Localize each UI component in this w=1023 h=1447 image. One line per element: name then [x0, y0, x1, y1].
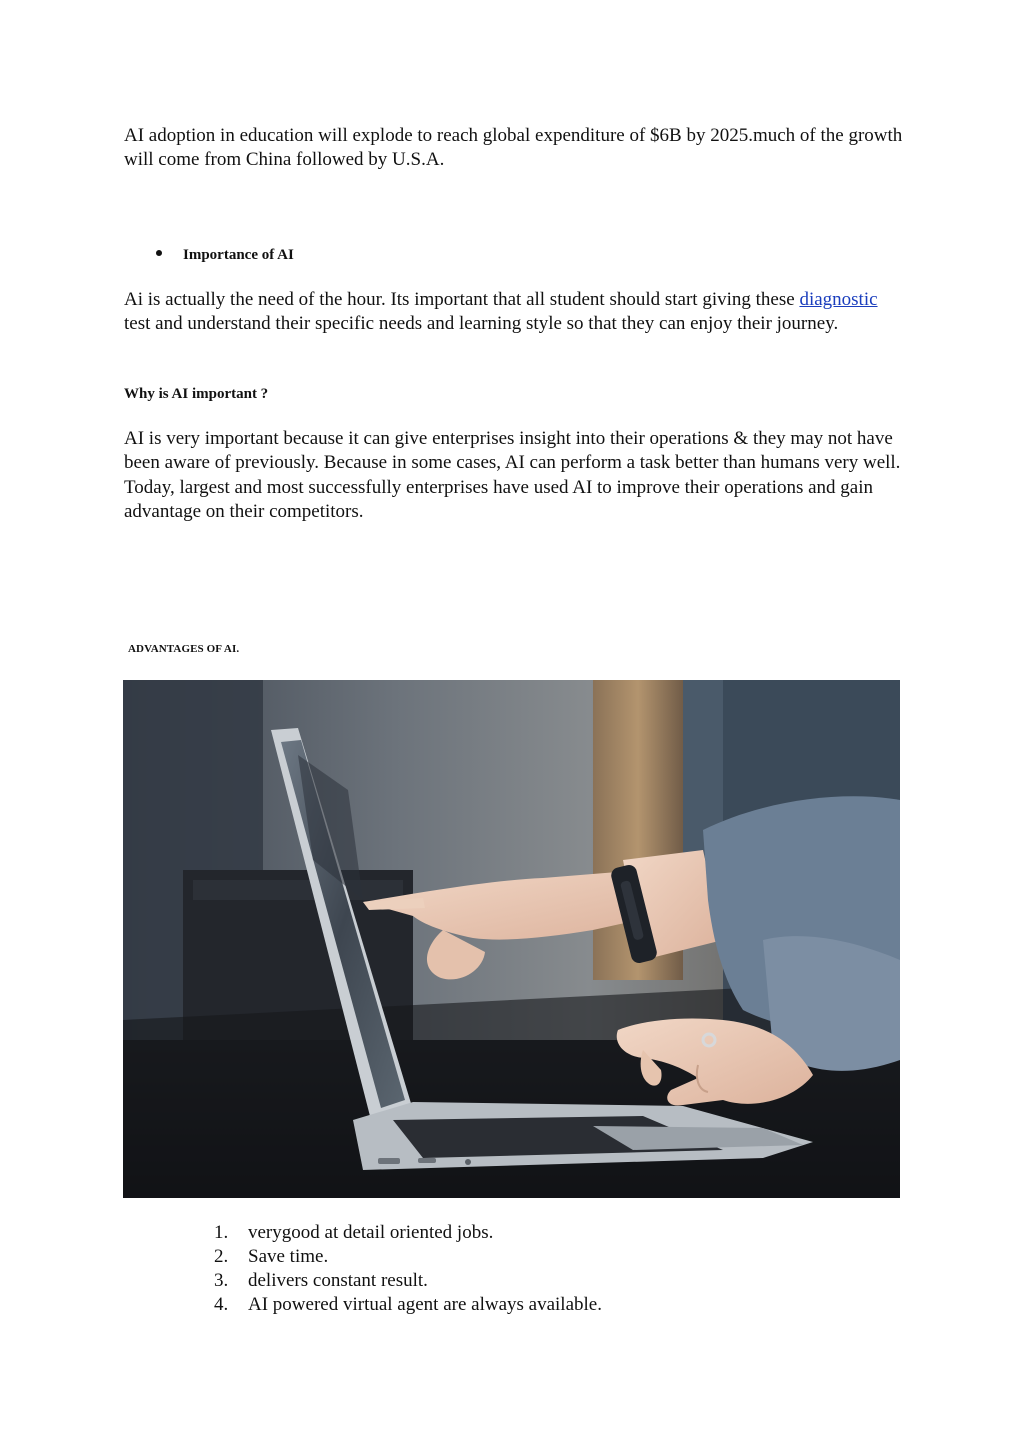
importance-text-after: test and understand their specific needs and learning style so that they can enjoy their journey. [124, 313, 839, 335]
laptop-hands-photo [123, 680, 900, 1198]
list-item-number: 1. [214, 1222, 229, 1243]
list-item [214, 1269, 602, 1293]
diagnostic-link[interactable]: diagnostic [799, 289, 878, 310]
list-item-text: AI powered virtual agent are always available. [248, 1294, 602, 1315]
advantages-heading: ADVANTAGES OF AI. [128, 643, 240, 655]
list-item-text: Save time. [248, 1246, 329, 1267]
intro-paragraph: AI adoption in education will explode to reach global expenditure of $6B by 2025.much of the growth will come from China followed by U.S.A. [124, 125, 903, 171]
list-item-number: 3. [214, 1270, 229, 1291]
list-item [214, 1293, 602, 1317]
list-item-number: 2. [214, 1246, 229, 1267]
importance-text-before: Ai is actually the need of the hour. Its important that all student should start giving these [124, 289, 800, 310]
bullet-label: Importance of AI [183, 247, 294, 263]
bullet-item-importance [156, 245, 294, 265]
list-item [214, 1245, 602, 1269]
advantages-list [214, 1221, 602, 1317]
why-heading: Why is AI important ? [124, 386, 269, 402]
list-item [214, 1221, 602, 1245]
bullet-dot-icon [156, 250, 162, 256]
list-item-text: delivers constant result. [248, 1270, 428, 1291]
why-paragraph: AI is very important because it can give enterprises insight into their operations & they may not have been aware of previously. Because in some cases, AI can perform a task better than humans very well. Today, largest and most successfully enterprises have used AI to improve their operations and gain advantage on their competitors. [124, 428, 901, 522]
list-item-number: 4. [214, 1294, 229, 1315]
list-item-text: verygood at detail oriented jobs. [248, 1222, 494, 1243]
importance-paragraph [124, 288, 904, 337]
